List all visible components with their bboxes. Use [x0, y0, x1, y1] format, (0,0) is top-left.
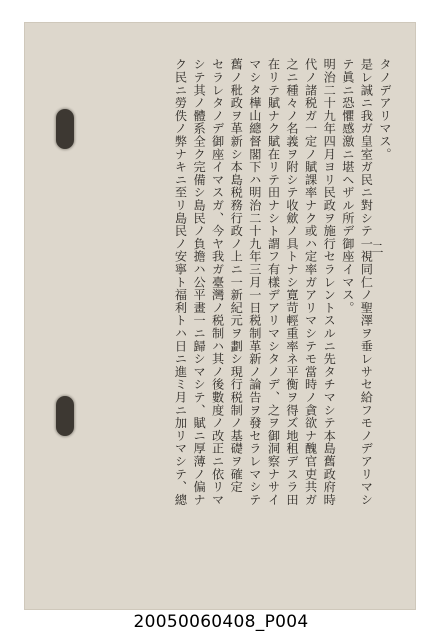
text-line: 之ニ種々ノ名義ヲ附シテ收歛ノ具トナシ寛苛輕重率ネ平衡ヲ得ズ地租デスラ田 [285, 58, 300, 506]
text-line: シテ其ノ體系全ク完備シ島民ノ負擔ハ公平畫一ニ歸シマシテ、賦ニ厚薄ノ偏ナ [192, 58, 207, 506]
text-line: 代ノ諸税ガ一定ノ賦課率ナク或ハ定率ガアリマシテモ當時ノ貪欲ナ醜官吏共ガ [303, 58, 318, 506]
text-line: 是レ誠ニ我ガ皇室ガ民ニ對シテ一視同仁ノ聖澤ヲ垂レサセ給フモノデアリマシ [359, 58, 374, 506]
text-line: ク民ニ勞佚ノ弊ナキニ至リ島民ノ安寧ト福利トハ日ニ進ミ月ニ加リマシテ、總 [173, 58, 188, 506]
text-line: タノデアリマス。 [378, 58, 392, 161]
text-line: 明治二十九年四月ヨリ民政ヲ施行セラレントスルニ先タチマシテ本島舊政府時 [322, 58, 337, 506]
text-line: マシタ樺山總督閣下ハ明治二十九年三月一日税制革新ノ論告ヲ發セラレマシテ [247, 58, 262, 506]
text-line: 在リテ賦ナク賦在リテ田ナシト謂フ有樣デアリマシタノデ、之ヲ御洞察ナサイ [266, 58, 281, 506]
text-line: セラレタノデ御座イマスガ、今ヤ我ガ臺灣ノ税制ハ其ノ後數度ノ改正ニ依リマ [210, 58, 225, 506]
image-caption: 20050060408_P004 [133, 612, 309, 632]
text-line: テ眞ニ恐懼感激ニ堪ヘザル所デ御座イマス。 [340, 58, 355, 314]
page-number: 二 [370, 242, 384, 254]
binding-hole-bottom [56, 396, 74, 436]
body-text [171, 58, 394, 578]
binding-hole-top [56, 109, 74, 149]
text-line: 舊ノ秕政ヲ革新シ本島税務行政ノ上ニ一新紀元ヲ劃シ現行税制ノ基礎ヲ確定 [229, 58, 244, 494]
